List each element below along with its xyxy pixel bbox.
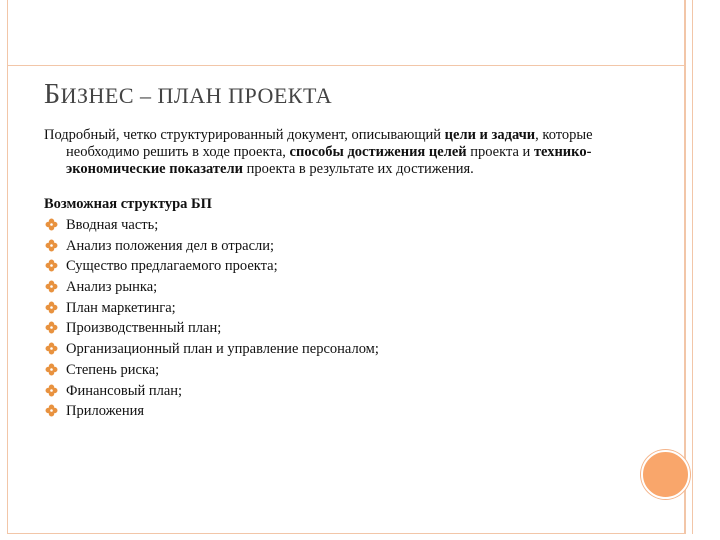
- title-rest: ИЗНЕС – ПЛАН ПРОЕКТА: [60, 83, 333, 108]
- fleuron-bullet-icon: [45, 218, 58, 231]
- structure-list-item-label: Существо предлагаемого проекта;: [66, 258, 278, 275]
- fleuron-bullet-icon: [45, 384, 58, 397]
- structure-list-item: [44, 256, 644, 277]
- structure-list-item: [44, 277, 644, 298]
- fleuron-bullet-icon: [45, 259, 58, 272]
- intro-bold-methods: способы достижения целей: [289, 144, 467, 160]
- intro-text-1: Подробный, четко структурированный документ, описывающий: [44, 127, 445, 143]
- structure-list-item-label: Финансовый план;: [66, 382, 183, 399]
- title-divider: [7, 65, 685, 66]
- intro-text-3: проекта и: [466, 144, 534, 160]
- intro-bold-indicators: технико-экономические показатели: [66, 144, 592, 177]
- slide-side-strip: [685, 0, 693, 534]
- structure-list-item-label: Степень риска;: [66, 361, 160, 378]
- structure-list-item: [44, 401, 644, 422]
- structure-list-item-label: План маркетинга;: [66, 299, 176, 316]
- structure-list-item-label: Анализ положения дел в отрасли;: [66, 237, 275, 254]
- structure-list-item-label: Организационный план и управление персоналом;: [66, 341, 379, 358]
- intro-paragraph: [44, 127, 644, 178]
- structure-list-item: [44, 381, 644, 402]
- structure-list-item: [44, 339, 644, 360]
- intro-bold-goals: цели и задачи: [444, 127, 536, 143]
- structure-list-item-label: Анализ рынка;: [66, 279, 158, 296]
- intro-text-4: проекта в результате их достижения.: [242, 161, 474, 177]
- structure-list-item-label: Приложения: [66, 403, 145, 420]
- orange-circle-decoration: [641, 450, 690, 499]
- structure-list-item-label: Производственный план;: [66, 320, 222, 337]
- fleuron-bullet-icon: [45, 280, 58, 293]
- fleuron-bullet-icon: [45, 363, 58, 376]
- fleuron-bullet-icon: [45, 301, 58, 314]
- title-first-letter: Б: [44, 79, 61, 110]
- slide-title: [44, 79, 332, 111]
- structure-list-item: [44, 318, 644, 339]
- structure-list-item-label: Вводная часть;: [66, 217, 159, 233]
- slide-body: [44, 127, 644, 422]
- intro-text-2: , которые необходимо решить в ходе проекта,: [66, 127, 593, 160]
- structure-list-item: [44, 360, 644, 381]
- structure-heading: Возможная структура БП: [44, 196, 212, 212]
- fleuron-bullet-icon: [45, 404, 58, 417]
- structure-list-item: [44, 215, 644, 236]
- structure-list: [44, 215, 644, 422]
- fleuron-bullet-icon: [45, 342, 58, 355]
- fleuron-bullet-icon: [45, 321, 58, 334]
- fleuron-bullet-icon: [45, 239, 58, 252]
- structure-list-item: [44, 298, 644, 319]
- structure-list-item: [44, 236, 644, 257]
